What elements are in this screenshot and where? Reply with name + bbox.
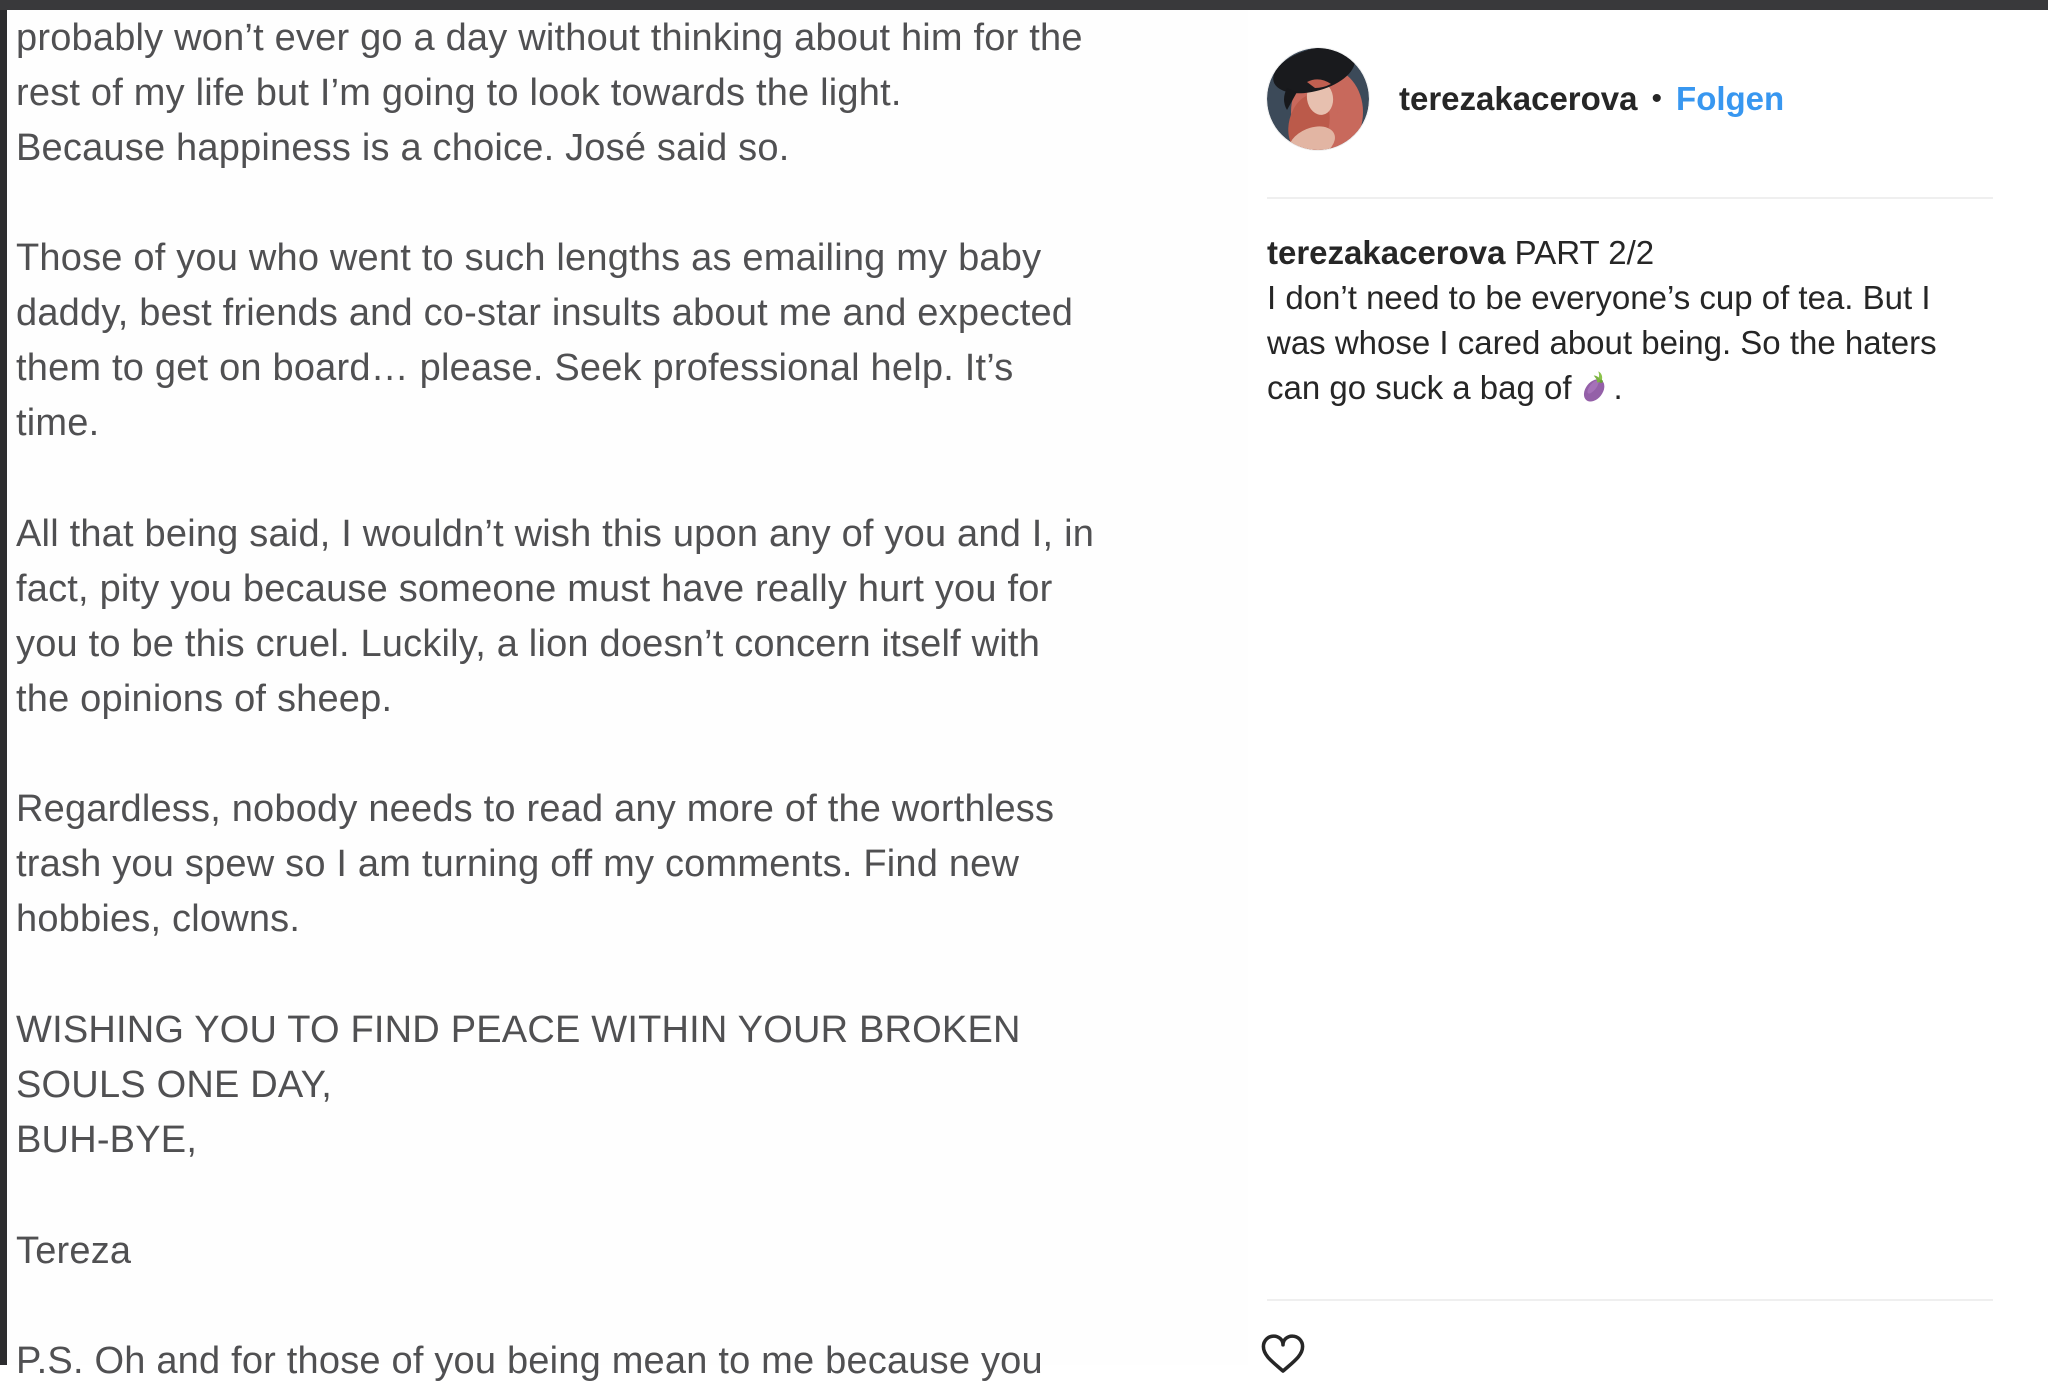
image-text-line: you to be this cruel. Luckily, a lion doesn’t concern itself with <box>16 623 1041 665</box>
image-paragraph <box>16 782 1236 947</box>
image-paragraph <box>16 1224 1236 1279</box>
image-text-line: trash you spew so I am turning off my comments. Find new <box>16 843 1020 885</box>
image-text-line: time. <box>16 402 100 444</box>
image-text-line: Regardless, nobody needs to read any more of the worthless <box>16 788 1055 830</box>
caption-title: PART 2/2 <box>1505 234 1655 271</box>
caption-text-line: I don’t need to be everyone’s cup of tea. But I <box>1267 279 1931 316</box>
image-paragraph <box>16 11 1236 176</box>
post-header <box>1399 74 1784 124</box>
eggplant-emoji <box>1578 370 1614 406</box>
header-dot-separator: • <box>1651 82 1663 115</box>
avatar[interactable] <box>1267 48 1369 150</box>
image-text-line: fact, pity you because someone must have really hurt you for <box>16 568 1053 610</box>
caption-username-link[interactable]: terezakacerova <box>1267 234 1506 271</box>
caption-text-line: was whose I cared about being. So the haters <box>1267 324 1937 361</box>
image-paragraph <box>16 1003 1236 1168</box>
caption <box>1267 230 2007 410</box>
post-image[interactable] <box>0 10 1248 1382</box>
header-divider <box>1267 197 1993 199</box>
image-text-line: them to get on board… please. Seek professional help. It’s <box>16 347 1014 389</box>
avatar-illustration <box>1267 48 1369 150</box>
follow-link[interactable]: Folgen <box>1676 80 1785 117</box>
caption-first-line <box>1267 230 2007 275</box>
actions-divider <box>1267 1299 1993 1301</box>
caption-text-line: can go suck a bag of . <box>1267 369 1623 406</box>
image-text-line: WISHING YOU TO FIND PEACE WITHIN YOUR BROKEN <box>16 1009 1021 1051</box>
heart-outline-icon <box>1258 1329 1308 1379</box>
image-text-line: Those of you who went to such lengths as emailing my baby <box>16 237 1042 279</box>
image-paragraph <box>16 507 1236 727</box>
image-text-line: BUH-BYE, <box>16 1119 198 1161</box>
top-dark-bar <box>0 0 2048 10</box>
image-text-line: probably won’t ever go a day without thinking about him for the <box>16 17 1083 59</box>
caption-period: . <box>1613 369 1623 406</box>
post-sidebar <box>1248 10 2048 1365</box>
image-text-line: the opinions of sheep. <box>16 678 393 720</box>
image-text-line: SOULS ONE DAY, <box>16 1064 333 1106</box>
image-paragraph <box>16 1334 1236 1389</box>
image-text-line: Tereza <box>16 1230 132 1272</box>
image-text-line: daddy, best friends and co-star insults about me and expected <box>16 292 1074 334</box>
image-paragraph <box>16 231 1236 451</box>
image-left-border <box>0 10 7 1365</box>
username-link[interactable]: terezakacerova <box>1399 80 1638 117</box>
image-text-line: rest of my life but I’m going to look towards the light. <box>16 72 902 114</box>
like-button[interactable] <box>1258 1329 1308 1379</box>
image-text-line: hobbies, clowns. <box>16 898 301 940</box>
image-text-line: P.S. Oh and for those of you being mean to me because you <box>16 1340 1043 1382</box>
image-text-line: All that being said, I wouldn’t wish this upon any of you and I, in <box>16 513 1095 555</box>
image-text-line: Because happiness is a choice. José said so. <box>16 127 790 169</box>
